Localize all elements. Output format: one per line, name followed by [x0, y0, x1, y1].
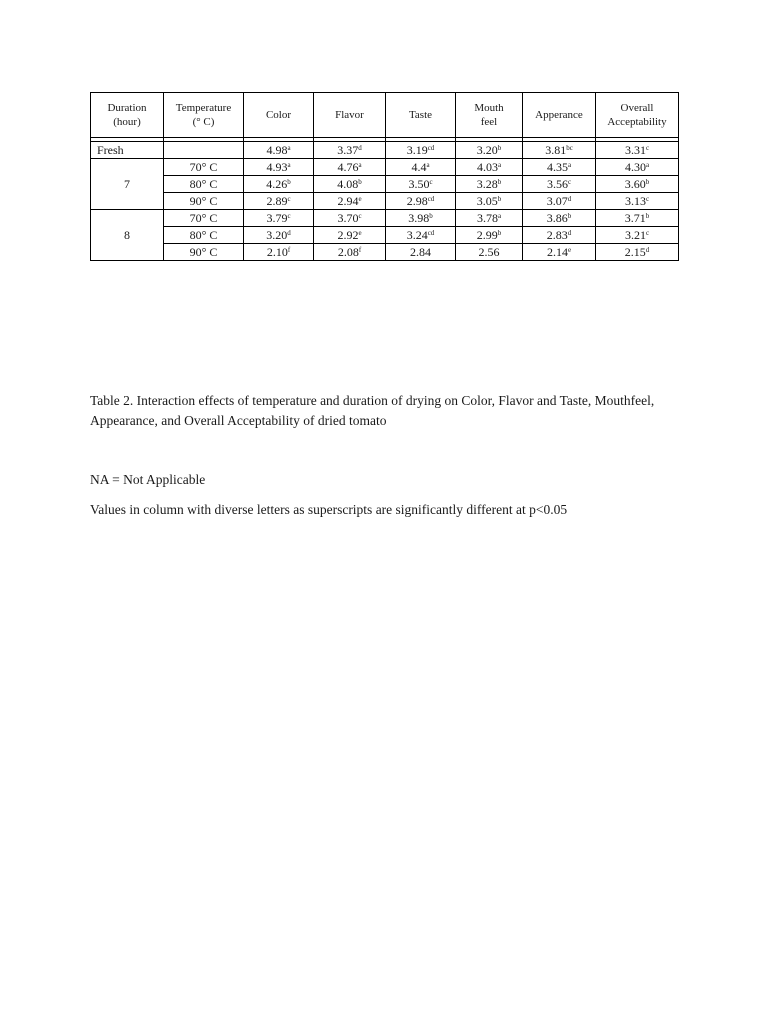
- temperature-cell: 80° C: [164, 176, 244, 193]
- significance-letter: d: [645, 246, 650, 254]
- cell-value: 3.56: [546, 177, 568, 191]
- value-cell: [596, 176, 679, 193]
- table-header: [91, 93, 679, 138]
- significance-letter: f: [358, 246, 362, 254]
- significance-letter: d: [287, 229, 291, 237]
- significance-letter: b: [497, 195, 502, 203]
- significance-letter: b: [358, 178, 362, 186]
- significance-letter: c: [567, 178, 572, 186]
- significance-letter: c: [358, 212, 362, 220]
- significance-letter: b: [497, 144, 502, 152]
- cell-value: 3.28: [476, 177, 498, 191]
- value-cell: [456, 227, 523, 244]
- duration-cell: 7: [91, 159, 164, 210]
- significance-letter: a: [497, 161, 502, 169]
- significance-letter: a: [567, 161, 572, 169]
- significance-letter: c: [287, 212, 291, 220]
- value-cell: [523, 159, 596, 176]
- table-row: [91, 210, 679, 227]
- value-cell: [314, 210, 386, 227]
- significance-letter: b: [645, 178, 650, 186]
- cell-value: 3.86: [546, 211, 568, 225]
- table-body: [91, 138, 679, 261]
- significance-letter: b: [287, 178, 291, 186]
- value-cell: [244, 142, 314, 159]
- significance-letter: f: [287, 246, 291, 254]
- value-cell: [456, 193, 523, 210]
- significance-letter: cd: [427, 144, 435, 152]
- header-row: [91, 93, 679, 138]
- cell-value: 3.50: [408, 177, 430, 191]
- value-cell: [244, 193, 314, 210]
- significance-letter: b: [567, 212, 572, 220]
- value-cell: [523, 142, 596, 159]
- significance-letter: b: [497, 229, 502, 237]
- value-cell: [386, 159, 456, 176]
- significance-letter: c: [287, 195, 291, 203]
- value-cell: [386, 244, 456, 261]
- cell-value: 3.21: [624, 228, 646, 242]
- column-header: Apperance: [523, 93, 596, 138]
- cell-value: 2.56: [478, 245, 500, 259]
- cell-value: 3.98: [408, 211, 430, 225]
- cell-value: 2.15: [624, 245, 646, 259]
- value-cell: [244, 176, 314, 193]
- table-row: [91, 159, 679, 176]
- significance-letter: cd: [427, 195, 435, 203]
- value-cell: [523, 244, 596, 261]
- table-row-fresh: [91, 142, 679, 159]
- table-row: [91, 244, 679, 261]
- value-cell: [456, 210, 523, 227]
- column-header: Flavor: [314, 93, 386, 138]
- duration-cell: Fresh: [91, 142, 164, 159]
- cell-value: 3.20: [266, 228, 288, 242]
- significance-letter: c: [429, 178, 433, 186]
- cell-value: 3.60: [624, 177, 646, 191]
- significance-letter: b: [429, 212, 433, 220]
- duration-cell: 8: [91, 210, 164, 261]
- significance-letter: d: [567, 195, 572, 203]
- table-row: [91, 227, 679, 244]
- cell-value: 3.37: [337, 143, 359, 157]
- value-cell: [523, 227, 596, 244]
- significance-letter: c: [645, 229, 650, 237]
- significance-letter: b: [497, 178, 502, 186]
- cell-value: 3.78: [476, 211, 498, 225]
- temperature-cell: 80° C: [164, 227, 244, 244]
- value-cell: [244, 210, 314, 227]
- significance-letter: b: [645, 212, 650, 220]
- cell-value: 4.35: [546, 160, 568, 174]
- value-cell: [596, 159, 679, 176]
- value-cell: [456, 176, 523, 193]
- significance-letter: e: [358, 195, 362, 203]
- cell-value: 2.10: [266, 245, 288, 259]
- value-cell: [386, 193, 456, 210]
- value-cell: [596, 210, 679, 227]
- cell-value: 2.83: [546, 228, 568, 242]
- column-header: Temperature (° C): [164, 93, 244, 138]
- table-row: [91, 193, 679, 210]
- significance-letter: e: [567, 246, 572, 254]
- significance-letter: a: [287, 144, 291, 152]
- cell-value: 4.03: [476, 160, 498, 174]
- cell-value: 3.79: [266, 211, 288, 225]
- cell-value: 3.70: [337, 211, 359, 225]
- temperature-cell: 90° C: [164, 244, 244, 261]
- value-cell: [596, 227, 679, 244]
- temperature-cell: [164, 142, 244, 159]
- cell-value: 4.30: [624, 160, 646, 174]
- value-cell: [596, 244, 679, 261]
- significance-letter: a: [497, 212, 502, 220]
- cell-value: 2.98: [406, 194, 428, 208]
- cell-value: 3.05: [476, 194, 498, 208]
- significance-letter: a: [645, 161, 650, 169]
- value-cell: [314, 159, 386, 176]
- significance-letter: d: [567, 229, 572, 237]
- column-header: Overall Acceptability: [596, 93, 679, 138]
- cell-value: 4.98: [266, 143, 288, 157]
- value-cell: [244, 159, 314, 176]
- na-note: NA = Not Applicable: [90, 472, 206, 487]
- value-cell: [386, 210, 456, 227]
- temperature-cell: 90° C: [164, 193, 244, 210]
- table-row: [91, 176, 679, 193]
- temperature-cell: 70° C: [164, 159, 244, 176]
- column-header: Taste: [386, 93, 456, 138]
- value-cell: [596, 142, 679, 159]
- column-header: Color: [244, 93, 314, 138]
- cell-value: 3.20: [476, 143, 498, 157]
- cell-value: 3.31: [624, 143, 646, 157]
- value-cell: [314, 244, 386, 261]
- cell-value: 4.93: [266, 160, 288, 174]
- cell-value: 3.71: [624, 211, 646, 225]
- value-cell: [456, 159, 523, 176]
- value-cell: [244, 244, 314, 261]
- cell-value: 2.94: [337, 194, 359, 208]
- value-cell: [456, 244, 523, 261]
- column-header: Duration (hour): [91, 93, 164, 138]
- cell-value: 2.89: [266, 194, 288, 208]
- significance-note: Values in column with diverse letters as superscripts are significantly different at p<0.05: [90, 502, 568, 517]
- value-cell: [314, 176, 386, 193]
- cell-value: 2.84: [410, 245, 431, 259]
- value-cell: [523, 210, 596, 227]
- results-table: [90, 92, 679, 261]
- significance-letter: cd: [427, 229, 435, 237]
- value-cell: [596, 193, 679, 210]
- cell-value: 3.81: [545, 143, 567, 157]
- table-caption: Table 2. Interaction effects of temperature and duration of drying on Color, Flavor and Taste, Mouthfeel, Appearance, and Overall Acceptability of dried tomato: [90, 393, 655, 428]
- temperature-cell: 70° C: [164, 210, 244, 227]
- cell-value: 3.24: [406, 228, 428, 242]
- value-cell: [523, 176, 596, 193]
- value-cell: [314, 142, 386, 159]
- value-cell: [314, 227, 386, 244]
- cell-value: 2.92: [337, 228, 359, 242]
- value-cell: [523, 193, 596, 210]
- value-cell: [386, 227, 456, 244]
- value-cell: [386, 142, 456, 159]
- value-cell: [456, 142, 523, 159]
- cell-value: 4.08: [337, 177, 359, 191]
- significance-letter: c: [645, 195, 650, 203]
- significance-letter: a: [426, 161, 430, 169]
- value-cell: [244, 227, 314, 244]
- cell-value: 3.13: [624, 194, 646, 208]
- significance-letter: bc: [566, 144, 573, 152]
- significance-letter: a: [287, 161, 291, 169]
- significance-letter: e: [358, 229, 362, 237]
- cell-value: 4.76: [337, 160, 359, 174]
- significance-letter: d: [358, 144, 362, 152]
- significance-letter: c: [645, 144, 650, 152]
- value-cell: [386, 176, 456, 193]
- cell-value: 2.08: [337, 245, 359, 259]
- cell-value: 4.26: [266, 177, 288, 191]
- value-cell: [314, 193, 386, 210]
- significance-letter: a: [358, 161, 362, 169]
- cell-value: 4.4: [411, 160, 427, 174]
- cell-value: 3.07: [546, 194, 568, 208]
- column-header: Mouth feel: [456, 93, 523, 138]
- cell-value: 3.19: [406, 143, 428, 157]
- cell-value: 2.14: [546, 245, 568, 259]
- cell-value: 2.99: [476, 228, 498, 242]
